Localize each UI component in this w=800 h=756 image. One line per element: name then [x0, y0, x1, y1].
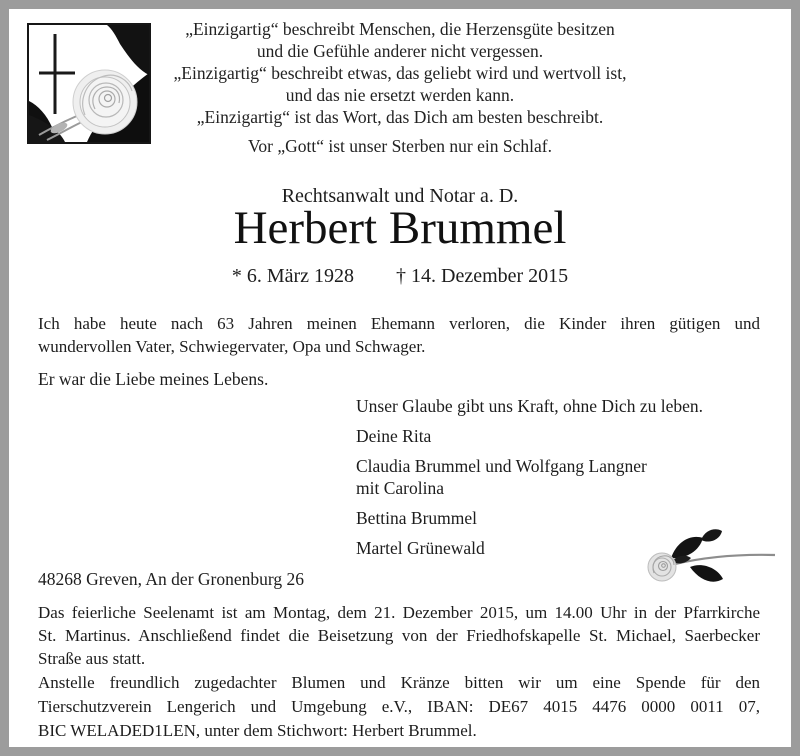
funeral-line: St. Martinus. Anschließend findet die Beisetzung von der Friedhofskapelle St. Michael, Saerbecker [38, 626, 760, 645]
obituary-line: Ich habe heute nach 63 Jahren meinen Ehemann verloren, die Kinder ihren gütigen und [38, 314, 760, 333]
poem-line: „Einzigartig“ ist das Wort, das Dich am besten beschreibt. [196, 107, 604, 127]
poem-line: „Einzigartig“ beschreibt Menschen, die Herzensgüte besitzen [185, 19, 615, 39]
donation-line: BIC WELADED1LEN, unter dem Stichwort: Herbert Brummel. [38, 721, 477, 740]
poem-line: und das nie ersetzt werden kann. [285, 85, 515, 105]
poem-line: und die Gefühle anderer nicht vergessen. [256, 41, 544, 61]
death-date: † 14. Dezember 2015 [396, 265, 569, 287]
funeral-line: Straße aus statt. [38, 649, 146, 668]
mourner-entry [356, 455, 703, 499]
love-line: Er war die Liebe meines Lebens. [38, 369, 269, 389]
rose-decoration [645, 527, 780, 587]
mourner-entry: Bettina Brummel [356, 508, 478, 528]
obituary-paragraph [38, 312, 760, 358]
mourner-entry-line: Claudia Brummel und Wolfgang Langner [356, 456, 647, 476]
motto-line: Vor „Gott“ ist unser Sterben nur ein Schlaf. [248, 136, 552, 156]
intro-poem [0, 18, 800, 128]
poem-line: „Einzigartig“ beschreibt etwas, das geliebt wird und wertvoll ist, [173, 63, 627, 83]
rose-icon [645, 527, 780, 587]
donation-line: Tierschutzverein Lengerich und Umgebung e.V., IBAN: DE67 4015 4476 0000 0011 07, [38, 697, 760, 716]
mourner-entry-line: mit Carolina [356, 478, 444, 498]
deceased-name: Herbert Brummel [233, 202, 567, 254]
mourner-entry: Deine Rita [356, 426, 432, 446]
faith-line: Unser Glaube gibt uns Kraft, ohne Dich zu leben. [356, 396, 703, 416]
funeral-info [38, 601, 760, 670]
funeral-line: Das feierliche Seelenamt ist am Montag, dem 21. Dezember 2015, um 14.00 Uhr in der Pfarrkirche [38, 603, 760, 622]
mourner-entry: Martel Grünewald [356, 538, 485, 558]
donation-line: Anstelle freundlich zugedachter Blumen und Kränze bitten wir um eine Spende für den [38, 673, 760, 692]
profession-line: Rechtsanwalt und Notar a. D. [281, 185, 519, 207]
obituary-line: wundervollen Vater, Schwiegervater, Opa und Schwager. [38, 337, 426, 356]
life-dates [0, 265, 800, 288]
birth-date: * 6. März 1928 [231, 265, 355, 287]
donation-info [38, 671, 760, 743]
address-line: 48268 Greven, An der Gronenburg 26 [38, 569, 305, 589]
